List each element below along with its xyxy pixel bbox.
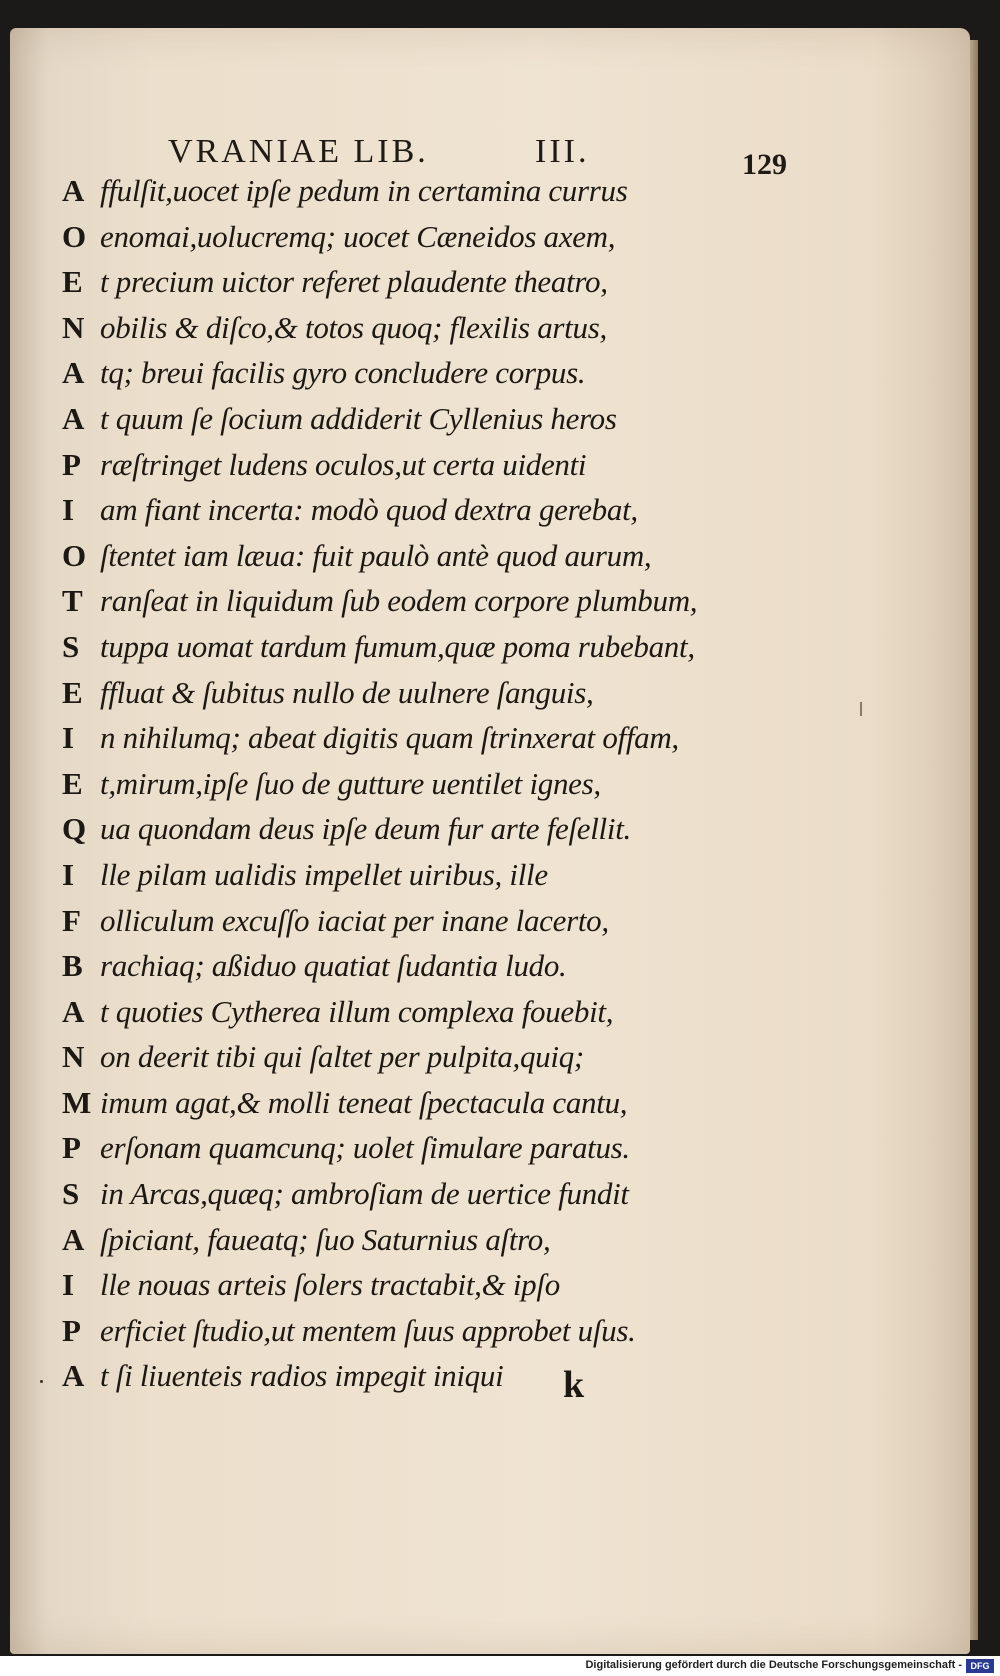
verse-initial: E bbox=[62, 264, 83, 300]
verse-line-text: lle nouas arteis ſolers tractabit,& ipſo bbox=[100, 1267, 560, 1303]
verse-line-text: erſonam quamcunq; uolet ſimulare paratus. bbox=[100, 1130, 630, 1166]
verse-line bbox=[62, 1262, 922, 1308]
verse-line-text: in Arcas,quæq; ambroſiam de uertice fundit bbox=[100, 1176, 629, 1212]
verse-initial: A bbox=[62, 173, 85, 208]
verse-line-text: tq; breui facilis gyro concludere corpus. bbox=[100, 355, 586, 391]
verse-line bbox=[62, 1353, 922, 1399]
verse-line-text: enomai,uolucremq; uocet Cæneidos axem, bbox=[100, 218, 616, 254]
verse-initial: M bbox=[62, 1084, 92, 1120]
verse-initial: I bbox=[62, 856, 75, 892]
verse-text bbox=[62, 168, 922, 1399]
verse-line bbox=[62, 259, 922, 305]
verse-initial: A bbox=[62, 993, 85, 1029]
signature-mark: k bbox=[563, 1364, 585, 1406]
verse-line-text: on deerit tibi qui ſaltet per pulpita,quiq; bbox=[100, 1039, 584, 1075]
verse-line-text: t,mirum,ipſe ſuo de gutture uentilet ignes, bbox=[100, 765, 601, 801]
verse-initial: I bbox=[62, 492, 75, 528]
verse-line-text: am fiant incerta: modò quod dextra gerebat, bbox=[100, 492, 638, 528]
verse-line-text: ranſeat in liquidum ſub eodem corpore plumbum, bbox=[100, 583, 698, 619]
verse-initial: N bbox=[62, 309, 85, 345]
verse-line bbox=[62, 898, 922, 944]
verse-initial: F bbox=[62, 902, 81, 938]
verse-initial: A bbox=[62, 355, 85, 391]
verse-line bbox=[62, 624, 922, 670]
verse-initial: A bbox=[62, 400, 85, 436]
verse-initial: A bbox=[62, 1221, 85, 1257]
show-through-mark bbox=[860, 702, 862, 716]
verse-initial: P bbox=[62, 1312, 81, 1348]
verse-line-text: imum agat,& molli teneat ſpectacula cantu, bbox=[100, 1084, 628, 1120]
page-fore-edge bbox=[970, 40, 978, 1640]
verse-line bbox=[62, 670, 922, 716]
verse-initial: E bbox=[62, 765, 83, 801]
verse-line-text: obilis & diſco,& totos quoq; flexilis artus, bbox=[100, 309, 607, 345]
verse-line-text: olliculum excuſſo iaciat per inane lacerto, bbox=[100, 902, 609, 938]
verse-line-text: n nihilumq; abeat digitis quam ſtrinxerat offam, bbox=[100, 720, 679, 756]
footer-credit: Digitalisierung gefördert durch die Deutsche Forschungsgemeinschaft - bbox=[585, 1659, 962, 1671]
verse-initial: E bbox=[62, 674, 83, 710]
running-head-book-number: III. bbox=[535, 133, 590, 170]
verse-line bbox=[62, 305, 922, 351]
paper-speck bbox=[40, 1380, 43, 1383]
dfg-logo: DFG bbox=[966, 1659, 994, 1673]
verse-initial: S bbox=[62, 628, 80, 664]
verse-line bbox=[62, 1171, 922, 1217]
verse-line-text: ffluat & ſubitus nullo de uulnere ſanguis, bbox=[100, 674, 594, 710]
verse-line bbox=[62, 715, 922, 761]
verse-line bbox=[62, 943, 922, 989]
verse-initial: S bbox=[62, 1176, 80, 1212]
verse-line bbox=[62, 578, 922, 624]
verse-line bbox=[62, 806, 922, 852]
verse-line-text: ſpiciant, faueatq; ſuo Saturnius aſtro, bbox=[100, 1221, 551, 1257]
verse-line-text: ræſtringet ludens oculos,ut certa uidenti bbox=[100, 446, 587, 482]
verse-initial: I bbox=[62, 1267, 75, 1303]
verse-line-text: t quoties Cytherea illum complexa fouebit, bbox=[100, 993, 614, 1029]
verse-initial: T bbox=[62, 583, 83, 619]
verse-initial: P bbox=[62, 446, 81, 482]
verse-line-text: lle pilam ualidis impellet uiribus, ille bbox=[100, 856, 548, 892]
verse-line bbox=[62, 350, 922, 396]
verse-line bbox=[62, 487, 922, 533]
verse-line bbox=[62, 533, 922, 579]
verse-line-text: ſtentet iam læua: fuit paulò antè quod aurum, bbox=[100, 537, 652, 573]
verse-line bbox=[62, 989, 922, 1035]
verse-line bbox=[62, 852, 922, 898]
verse-line bbox=[62, 1308, 922, 1354]
running-head-title: VRANIAE LIB. bbox=[168, 133, 429, 170]
verse-line-text: t ſi liuenteis radios impegit iniqui bbox=[100, 1358, 504, 1394]
verse-line-text: t quum ſe ſocium addiderit Cyllenius heros bbox=[100, 400, 617, 436]
verse-line bbox=[62, 168, 922, 214]
verse-line bbox=[62, 1125, 922, 1171]
verse-initial: I bbox=[62, 720, 75, 756]
verse-line-text: erficiet ſtudio,ut mentem ſuus approbet uſus. bbox=[100, 1312, 636, 1348]
verse-line bbox=[62, 1034, 922, 1080]
verse-line-text: t precium uictor referet plaudente theatro, bbox=[100, 264, 608, 300]
verse-line bbox=[62, 1217, 922, 1263]
verse-line-text: rachiaq; aßiduo quatiat ſudantia ludo. bbox=[100, 948, 567, 984]
verse-initial: O bbox=[62, 537, 87, 573]
verse-line-text: ua quondam deus ipſe deum fur arte feſellit. bbox=[100, 811, 631, 847]
verse-initial: A bbox=[62, 1358, 85, 1394]
page-number: 129 bbox=[742, 148, 787, 181]
verse-line bbox=[62, 761, 922, 807]
verse-initial: Q bbox=[62, 811, 87, 847]
verse-initial: O bbox=[62, 218, 87, 254]
verse-initial: P bbox=[62, 1130, 81, 1166]
verse-line bbox=[62, 214, 922, 260]
verse-initial: N bbox=[62, 1039, 85, 1075]
verse-line bbox=[62, 442, 922, 488]
verse-line-text: ffulſit,uocet ipſe pedum in certamina currus bbox=[100, 173, 628, 208]
verse-line-text: tuppa uomat tardum fumum,quæ poma rubebant, bbox=[100, 628, 695, 664]
verse-line bbox=[62, 1080, 922, 1126]
digitization-footer bbox=[0, 1656, 1000, 1676]
verse-line bbox=[62, 396, 922, 442]
verse-initial: B bbox=[62, 948, 83, 984]
